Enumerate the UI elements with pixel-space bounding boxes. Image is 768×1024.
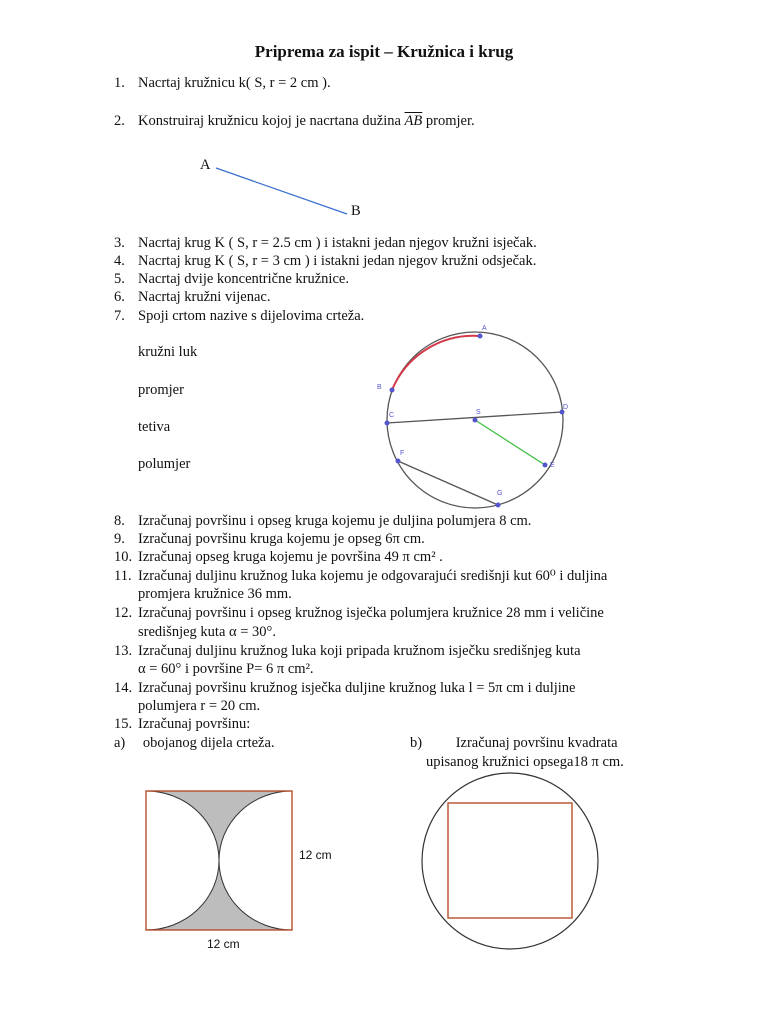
task-number: 5. <box>114 271 125 287</box>
inscribed-square <box>448 803 572 918</box>
dim-bottom: 12 cm <box>207 937 240 951</box>
part-a-text: obojanog dijela crteža. <box>142 735 275 751</box>
task-text: Spoji crtom nazive s dijelovima crteža. <box>138 308 365 324</box>
point-b-tag: B <box>377 384 382 391</box>
task-text: središnjeg kuta α = 30°. <box>138 624 276 640</box>
part-b-text: upisanog kružnici opsega18 π cm. <box>426 754 624 770</box>
point-f-tag: F <box>400 450 405 457</box>
task-number: 13. <box>114 643 133 659</box>
task-text-part: Konstruiraj kružnicu kojoj je nacrtana dužina <box>138 113 405 129</box>
task-text: Izračunaj duljinu kružnog luka koji pripada kružnom isječku središnjeg kuta <box>138 643 581 659</box>
term-radius: polumjer <box>138 456 191 472</box>
dim-right: 12 cm <box>299 848 332 862</box>
task-text-part: promjer. <box>422 113 475 129</box>
task-number: 8. <box>114 513 125 529</box>
task-text: polumjera r = 20 cm. <box>138 698 261 714</box>
task-text: Nacrtaj kružni vijenac. <box>138 289 271 305</box>
page-title: Priprema za ispit – Kružnica i krug <box>254 42 514 61</box>
task-number: 15. <box>114 716 133 732</box>
part-a-label: a) <box>114 735 126 751</box>
point-b-label: B <box>351 203 361 219</box>
task-text: Izračunaj površinu: <box>138 716 251 732</box>
point-s-tag: S <box>476 409 481 416</box>
task-text: Izračunaj opseg kruga kojemu je površina 49 π cm² . <box>138 549 443 565</box>
point-g-tag: G <box>497 490 503 497</box>
point-d-tag: D <box>563 404 569 411</box>
task-text: α = 60° i površine P= 6 π cm². <box>138 661 314 677</box>
point-e-tag: E <box>550 462 555 469</box>
part-b-text: Izračunaj površinu kvadrata <box>455 735 618 751</box>
task-text: Nacrtaj dvije koncentrične kružnice. <box>138 271 349 287</box>
task-number: 11. <box>114 568 132 584</box>
task-number: 9. <box>114 531 125 547</box>
task-text: Izračunaj duljinu kružnog luka kojemu je odgovarajući središnji kut 60⁰ i duljina <box>138 568 608 584</box>
task-number: 4. <box>114 253 125 269</box>
term-diameter: promjer <box>138 382 184 398</box>
task-text: Nacrtaj kružnicu k( S, r = 2 cm ). <box>138 75 331 91</box>
task-number: 12. <box>114 605 133 621</box>
task-number: 14. <box>114 680 133 696</box>
task-number: 1. <box>114 75 125 91</box>
term-chord: tetiva <box>138 419 171 435</box>
task-text: Izračunaj površinu i opseg kružnog isječka polumjera kružnice 28 mm i veličine <box>138 605 604 621</box>
task-text: Izračunaj površinu i opseg kruga kojemu je duljina polumjera 8 cm. <box>138 513 532 529</box>
task-text: Nacrtaj krug K ( S, r = 2.5 cm ) i istakni jedan njegov kružni isječak. <box>138 235 537 251</box>
part-b-label: b) <box>410 735 423 751</box>
task-number: 2. <box>114 113 125 129</box>
task-number: 10. <box>114 549 133 565</box>
point-a-tag: A <box>482 325 487 332</box>
task-number: 3. <box>114 235 125 251</box>
segment-notation: $\overline{AB}$ <box>404 113 423 129</box>
point-a-label: A <box>200 157 211 173</box>
task-text: Izračunaj površinu kružnog isječka duljine kružnog luka l = 5π cm i duljine <box>138 680 576 696</box>
task-text: Nacrtaj krug K ( S, r = 3 cm ) i istakni jedan njegov kružni odsječak. <box>138 253 537 269</box>
term-arc: kružni luk <box>138 344 198 360</box>
task-text: Izračunaj površinu kruga kojemu je opseg 6π cm. <box>138 531 425 547</box>
task-number: 7. <box>114 308 125 324</box>
task-number: 6. <box>114 289 125 305</box>
task-text: promjera kružnice 36 mm. <box>138 586 292 602</box>
point-c-tag: C <box>389 412 395 419</box>
